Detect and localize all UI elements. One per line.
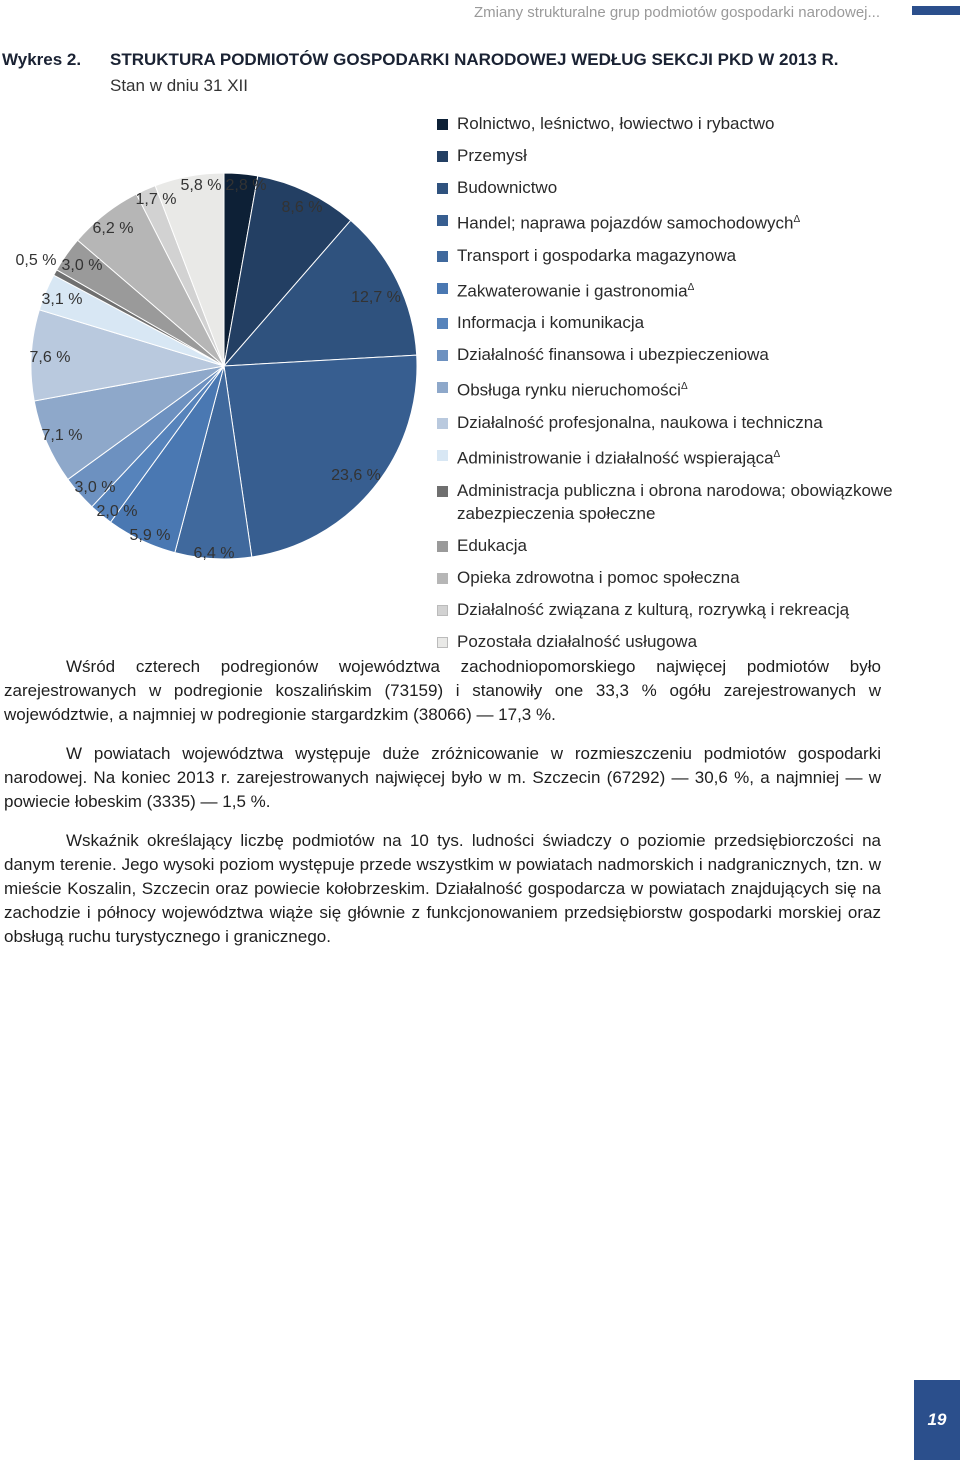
legend-footnote-mark: Δ bbox=[793, 214, 801, 225]
legend-swatch bbox=[437, 382, 448, 393]
legend-swatch bbox=[437, 183, 448, 194]
legend-item bbox=[437, 534, 957, 557]
pie-slice-label: 7,1 % bbox=[41, 427, 83, 444]
page-number: 19 bbox=[927, 1410, 947, 1429]
legend-label: Administracja publiczna i obrona narodowa; obowiązkowe zabezpieczenia społeczne bbox=[457, 480, 893, 523]
legend-footnote-mark: Δ bbox=[680, 381, 688, 393]
legend-swatch bbox=[437, 573, 448, 584]
legend-item bbox=[437, 479, 957, 525]
pie-slice bbox=[224, 355, 417, 557]
legend-swatch bbox=[437, 541, 448, 552]
chart-subtitle: Stan w dniu 31 XII bbox=[110, 76, 248, 95]
legend-item bbox=[437, 443, 957, 470]
legend-label: Handel; naprawa pojazdów samochodowych bbox=[457, 213, 794, 233]
pie-slice-label: 2,8 % bbox=[225, 177, 267, 194]
legend-footnote-mark: Δ bbox=[773, 448, 781, 460]
legend-label: Pozostała działalność usługowa bbox=[457, 631, 698, 651]
legend-swatch bbox=[437, 283, 448, 294]
body-text bbox=[4, 655, 881, 964]
legend-item bbox=[437, 144, 957, 167]
legend-item bbox=[437, 598, 957, 621]
pie-slice-label: 5,8 % bbox=[180, 177, 222, 194]
legend-item bbox=[437, 276, 957, 303]
pie-slice-label: 8,6 % bbox=[281, 199, 323, 216]
legend-item bbox=[437, 244, 957, 267]
pie-slice-label: 3,0 % bbox=[74, 479, 116, 496]
legend-label: Działalność finansowa i ubezpieczeniowa bbox=[457, 345, 769, 365]
legend-label: Działalność związana z kulturą, rozrywką i rekreacją bbox=[457, 599, 850, 619]
figure-label: Wykres 2. bbox=[2, 50, 82, 69]
chart-legend bbox=[437, 112, 957, 662]
legend-swatch bbox=[437, 637, 448, 648]
pie-slice-label: 5,9 % bbox=[129, 527, 171, 544]
legend-swatch bbox=[437, 350, 448, 361]
legend-item bbox=[437, 630, 957, 653]
legend-item bbox=[437, 311, 957, 334]
page-number-box bbox=[914, 1380, 960, 1460]
legend-item bbox=[437, 411, 957, 434]
legend-item bbox=[437, 566, 957, 589]
legend-swatch bbox=[437, 450, 448, 461]
legend-item bbox=[437, 375, 957, 402]
legend-label: Informacja i komunikacja bbox=[457, 313, 645, 333]
legend-swatch bbox=[437, 151, 448, 162]
legend-label: Zakwaterowanie i gastronomia bbox=[457, 281, 688, 301]
legend-swatch bbox=[437, 418, 448, 429]
legend-label: Opieka zdrowotna i pomoc społeczna bbox=[457, 567, 740, 587]
legend-swatch bbox=[437, 486, 448, 497]
legend-item bbox=[437, 208, 957, 235]
legend-label: Rolnictwo, leśnictwo, łowiectwo i rybactwo bbox=[457, 114, 775, 133]
legend-swatch bbox=[437, 318, 448, 329]
running-title: Zmiany strukturalne grup podmiotów gospodarki narodowej... bbox=[473, 4, 880, 21]
legend-label: Obsługa rynku nieruchomości bbox=[457, 380, 681, 400]
pie-slice-label: 6,4 % bbox=[193, 545, 235, 562]
pie-slice-label: 7,6 % bbox=[29, 349, 71, 366]
legend-item bbox=[437, 343, 957, 366]
legend-label: Administrowanie i działalność wspierająca bbox=[457, 448, 774, 468]
legend-label: Działalność profesjonalna, naukowa i techniczna bbox=[457, 412, 823, 432]
legend-label: Transport i gospodarka magazynowa bbox=[457, 245, 737, 265]
legend-label: Edukacja bbox=[457, 535, 527, 555]
header-accent-bar bbox=[912, 6, 960, 15]
paragraph-3: Wskaźnik określający liczbę podmiotów na 10 tys. ludności świadczy o poziomie przedsiębiorczości na danym terenie. Jego wysoki poziom występuje przede wszystkim w powiatach nadmorskich i nadgranicznych, tzn. w mieście Koszalin, Szczecin oraz powiecie kołobrzeskim. Działalność gospodarcza w powiatach znajdujących się na zachodzie i północy województwa wiąże się głównie z funkcjonowaniem przedsiębiorstw gospodarki morskiej oraz obsługą ruchu turystycznego i granicznego. bbox=[4, 831, 881, 946]
legend-item bbox=[437, 176, 957, 199]
legend-item bbox=[437, 112, 957, 135]
legend-label: Przemysł bbox=[457, 146, 527, 165]
legend-swatch bbox=[437, 119, 448, 130]
paragraph-2: W powiatach województwa występuje duże zróżnicowanie w rozmieszczeniu podmiotów gospodarki narodowej. Na koniec 2013 r. zarejestrowanych najwięcej było w m. Szczecin (67292) — 30,6 %, a najmniej — w powiecie łobeskim (3335) — 1,5 %. bbox=[4, 744, 881, 811]
pie-slice-label: 1,7 % bbox=[135, 191, 177, 208]
legend-footnote-mark: Δ bbox=[687, 281, 695, 293]
pie-slice-label: 3,1 % bbox=[41, 291, 83, 308]
legend-swatch bbox=[437, 605, 448, 616]
pie-slice-label: 3,0 % bbox=[61, 257, 103, 274]
pie-slice-label: 0,5 % bbox=[15, 252, 57, 269]
pie-slice-label: 12,7 % bbox=[351, 289, 401, 306]
chart-title: STRUKTURA PODMIOTÓW GOSPODARKI NARODOWEJ WEDŁUG SEKCJI PKD W 2013 R. bbox=[110, 50, 839, 69]
paragraph-1: Wśród czterech podregionów województwa zachodniopomorskiego najwięcej podmiotów było zarejestrowanych w podregionie koszalińskim (73159) i stanowiły one 33,3 % ogółu zarejestrowanych w województwie, a najmniej w podregionie stargardzkim (38066) — 17,3 %. bbox=[4, 657, 881, 724]
legend-swatch bbox=[437, 251, 448, 262]
pie-chart bbox=[0, 100, 430, 600]
pie-slice-label: 2,0 % bbox=[96, 503, 138, 520]
legend-label: Budownictwo bbox=[457, 178, 558, 197]
legend-swatch bbox=[437, 215, 448, 226]
pie-slice-label: 6,2 % bbox=[92, 220, 134, 237]
pie-slice-label: 23,6 % bbox=[331, 467, 381, 484]
